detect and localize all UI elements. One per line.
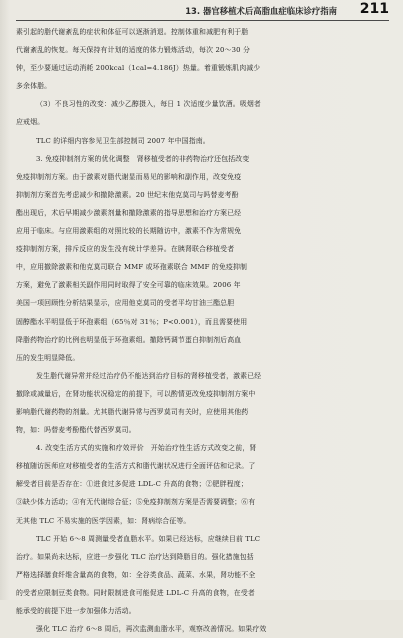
text-line: 钟，至少要通过运动消耗 200kcal（1cal=4.186J）热量。着重锻炼肌肉减少 (16, 64, 261, 73)
page-header (16, 0, 389, 21)
text-line: 解受者目前是否存在：①进食过多促进 LDL-C 升高的食物；②肥胖程度； (16, 480, 248, 489)
page-number: 211 (359, 1, 389, 17)
text-line: TLC 开始 6～8 周测量受者血脂水平。如果已经达标，应继续目前 TLC (36, 534, 261, 543)
text-line: 固醇酯水平明显低于环孢素组（65％对 31％；P<0.001），而且需要使用 (16, 317, 248, 326)
text-line: 压的发生明显降低。 (16, 353, 80, 362)
text-line: 4. 改变生活方式的实施和疗效评价 开始治疗性生活方式改变之前，肾 (36, 444, 257, 453)
text-line: 方案，避免了激素相关副作用同时取得了安全可靠的临床效果。2006 年 (16, 281, 241, 290)
text-line: 严格选择膳食纤维含量高的食物，如：全谷类食品、蔬菜、水果，肾功能不全 (16, 570, 256, 579)
text-line: 物，如：吗替麦考酚酯代替西罗莫司。 (16, 426, 136, 435)
text-line: 素引起的脂代谢紊乱的症状和体征可以逐渐消退。控制体重和减肥有利于脂 (16, 28, 249, 36)
text-line: 移植随访医师应对移植受者的生活方式和脂代谢状况进行全面评估和记录。了 (16, 462, 256, 471)
text-line: 无其他 TLC 不易实施的医学因素，如：肾病综合征等。 (16, 516, 191, 525)
text-line: TLC 的详细内容参见卫生部控制司 2007 年中国指南。 (36, 136, 210, 145)
text-line: 能承受的前提下进一步加强体力活动。 (16, 607, 136, 615)
text-line: 的受者应限制豆类食物。同时限制进食可能促进 LDL-C 升高的食物，在受者 (16, 588, 255, 597)
text-line: 应用于临床。与应用激素组的对照比较的长期随访中，激素不作为常规免 (16, 227, 242, 236)
text-line: 多余体脂。 (16, 82, 52, 91)
text-line: 疫抑制剂方案，排斥反应的发生没有统计学差异。在胰肾联合移植受者 (16, 245, 235, 254)
text-line: （3）不良习性的改变：减少乙醇摄入，每日 1 次适度少量饮酒。吸烟者 (36, 100, 261, 109)
text-line: ③缺少体力活动；④有无代谢综合征；⑤免疫抑制剂方案是否需要调整；⑥有 (16, 498, 256, 507)
text-line: 治疗。如果尚未达标，应进一步强化 TLC 治疗达到降脂目的。强化措施包括 (16, 552, 254, 561)
text-line: 应戒烟。 (16, 118, 45, 127)
running-head: 13. 器官移植术后高脂血症临床诊疗指南 (185, 6, 337, 16)
text-line: 降脂药物治疗的比例也明显低于环孢素组。撤除钙调节蛋白抑制剂后高血 (16, 335, 242, 344)
text-line: 强化 TLC 治疗 6～8 周后，再次监测血脂水平，观察改善情况。如果疗效 (36, 625, 267, 634)
text-line: 影响脂代谢药物的剂量。尤其脂代谢异常与西罗莫司有关时，应使用其他药 (16, 407, 249, 416)
text-line: 3. 免疫抑制剂方案的优化调整 肾移植受者的非药物治疗还包括改变 (36, 154, 250, 163)
text-line: 酯出现后，术后早期减少激素剂量和撤除激素的指导思想和治疗方案已经 (16, 208, 242, 217)
text-line: 代谢紊乱的恢复。每天保持有计划的适度的体力锻炼活动，每次 20～30 分 (16, 46, 251, 55)
text-line: 美国一项回顾性分析结果显示，应用他克莫司的受者平均甘油三酯总胆 (16, 299, 235, 308)
text-line: 撤除或减量后，在肾功能状况稳定的前提下，可以酌情更改免疫抑制剂方案中 (16, 389, 256, 398)
text-line: 抑制剂方案首先考虑减少和撤除激素。20 世纪末他克莫司与吗替麦考酚 (16, 190, 239, 199)
body-text (16, 23, 389, 638)
text-line: 中，应用撤除激素和他克莫司联合 MMF 或环孢素联合 MMF 的免疫抑制 (16, 263, 248, 272)
text-line: 免疫抑制剂方案。由于激素对脂代谢显而易见的影响和副作用，改变免疫 (16, 172, 242, 181)
text-line: 发生脂代谢异常并经过治疗仍不能达到治疗目标的肾移植受者，激素已经 (36, 371, 262, 380)
